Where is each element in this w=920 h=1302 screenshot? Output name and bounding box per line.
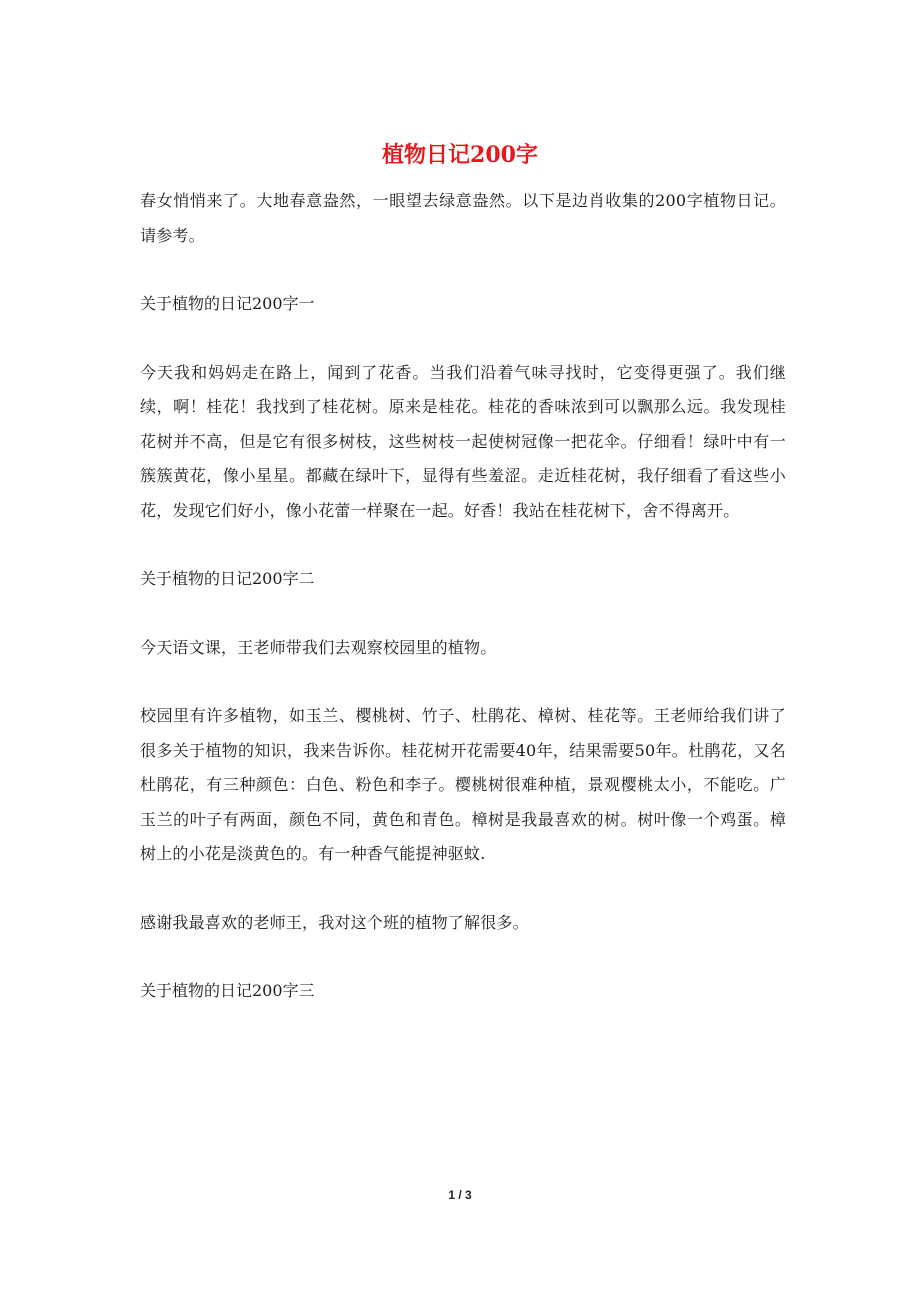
section-heading-3: 关于植物的日记200字三	[140, 981, 315, 1000]
section-2-paragraph-1: 今天语文课，王老师带我们去观察校园里的植物。	[140, 637, 497, 657]
section-1-paragraph: 今天我和妈妈走在路上，闻到了花香。当我们沿着气味寻找时，它变得更强了。我们继续，啊！桂花！我找到了桂花树。原来是桂花。桂花的香味浓到可以飘那么远。我发现桂花树并不高，但是它有很多树枝，这些树枝一起使树冠像一把花伞。仔细看！绿叶中有一簇簇黄花，像小星星。都藏在绿叶下，显得有些羞涩。走近桂花树，我仔细看了看这些小花，发现它们好小，像小花蕾一样聚在一起。好香！我站在桂花树下，舍不得离开。	[140, 362, 786, 520]
document-body	[140, 184, 786, 1043]
intro-paragraph: 春女悄悄来了。大地春意盎然，一眼望去绿意盎然。以下是边肖收集的200字植物日记。请参考。	[140, 191, 786, 245]
page-indicator: 1 / 3	[448, 1188, 472, 1202]
section-2-paragraph-2: 校园里有许多植物，如玉兰、樱桃树、竹子、杜鹃花、樟树、桂花等。王老师给我们讲了很多关于植物的知识，我来告诉你。桂花树开花需要40年，结果需要50年。杜鹃花，又名杜鹃花，有三种颜色：白色、粉色和李子。樱桃树很难种植，景观樱桃太小，不能吃。广玉兰的叶子有两面，颜色不同，黄色和青色。樟树是我最喜欢的树。树叶像一个鸡蛋。樟树上的小花是淡黄色的。有一种香气能提神驱蚊.	[140, 706, 786, 863]
section-2-paragraph-3: 感谢我最喜欢的老师王，我对这个班的植物了解很多。	[140, 912, 529, 932]
document-title: 植物日记200字	[382, 142, 538, 168]
section-heading-2: 关于植物的日记200字二	[140, 569, 315, 588]
section-heading-1: 关于植物的日记200字一	[140, 294, 315, 313]
